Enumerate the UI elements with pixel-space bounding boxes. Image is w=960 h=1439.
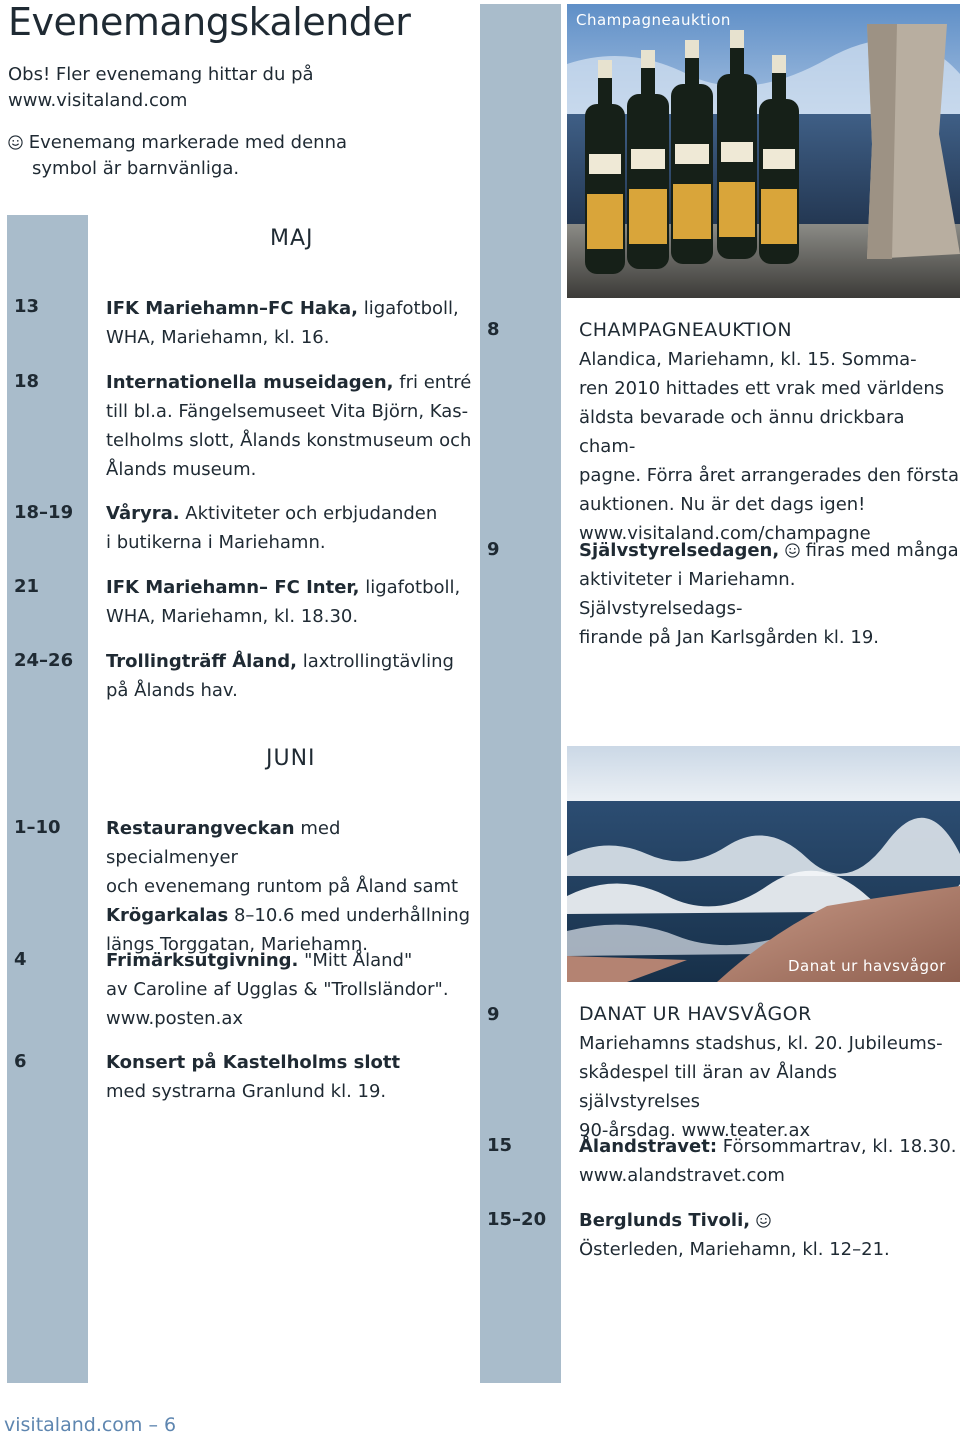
event-detail: ren 2010 hittades ett vrak med världens (579, 378, 945, 399)
child-friendly-note (8, 130, 347, 182)
event-detail: med specialmenyer (106, 818, 341, 868)
event-detail: firas med många (799, 540, 959, 561)
event-title: IFK Mariehamn– FC Inter, (106, 577, 360, 598)
event-detail: till bl.a. Fängelsemuseet Vita Björn, Kas- (106, 401, 469, 422)
event-date: 9 (487, 1004, 500, 1025)
intro-line-1: Obs! Fler evenemang hittar du på (8, 64, 314, 85)
event-link[interactable]: www.visitaland.com/champagne (579, 523, 871, 544)
champagne-photo-illustration (567, 4, 960, 298)
event-date: 18–19 (14, 502, 74, 523)
event-title: Restaurangveckan (106, 818, 295, 839)
event-title: Internationella museidagen, (106, 372, 394, 393)
event-title: DANAT UR HAVSVÅGOR (579, 1003, 812, 1025)
event-detail: längs Torggatan, Mariehamn. (106, 934, 368, 955)
event-sjalvstyrelsedagen (579, 536, 960, 652)
event-detail: aktiviteter i Mariehamn. Självstyrelsedags- (579, 569, 796, 619)
smiley-icon (785, 543, 800, 558)
event-konsert-kastelholm (106, 1048, 476, 1106)
event-detail: WHA, Mariehamn, kl. 18.30. (106, 606, 359, 627)
event-varyra (106, 499, 476, 557)
event-title: Berglunds Tivoli, (579, 1210, 751, 1231)
event-date: 4 (14, 949, 27, 970)
champagne-photo (567, 4, 960, 298)
event-date: 15–20 (487, 1209, 547, 1230)
event-date: 24–26 (14, 650, 74, 671)
event-link[interactable]: www.alandstravet.com (579, 1165, 785, 1186)
event-date: 13 (14, 296, 40, 317)
event-detail: "Mitt Åland" (298, 950, 413, 971)
event-detail: ligafotboll, (359, 577, 461, 598)
event-date: 6 (14, 1051, 27, 1072)
event-trollingtraff (106, 647, 476, 705)
photo-caption: Champagneauktion (576, 11, 731, 29)
event-detail: Aktiviteter och erbjudanden (179, 503, 438, 524)
event-detail: äldsta bevarade och ännu drickbara cham- (579, 407, 905, 457)
event-detail: pagne. Förra året arrangerades den första (579, 465, 959, 486)
event-detail: firande på Jan Karlsgården kl. 19. (579, 627, 880, 648)
event-detail: 8–10.6 med underhållning (228, 905, 471, 926)
event-berglunds-tivoli (579, 1206, 960, 1264)
photo-caption: Danat ur havsvågor (788, 957, 946, 975)
right-date-band (480, 4, 561, 1383)
event-detail: på Ålands hav. (106, 680, 238, 701)
event-date: 1–10 (14, 817, 61, 838)
event-date: 21 (14, 576, 40, 597)
event-detail: fri entré (393, 372, 472, 393)
event-detail: med systrarna Granlund kl. 19. (106, 1081, 387, 1102)
event-detail: skådespel till äran av Ålands självstyrelses (579, 1062, 837, 1112)
event-detail: av Caroline af Ugglas & "Trollsländor". (106, 979, 449, 1000)
event-champagneauktion (579, 316, 960, 548)
event-detail: Mariehamns stadshus, kl. 20. Jubileums- (579, 1033, 943, 1054)
event-title: Våryra. (106, 503, 180, 524)
event-date: 8 (487, 319, 500, 340)
event-detail: och evenemang runtom på Åland samt (106, 876, 459, 897)
event-title: Konsert på Kastelholms slott (106, 1052, 401, 1073)
event-detail: Försommartrav, kl. 18.30. (717, 1136, 957, 1157)
smiley-icon (756, 1213, 771, 1228)
event-date: 18 (14, 371, 40, 392)
intro-link[interactable]: www.visitaland.com (8, 90, 188, 111)
event-title: IFK Mariehamn–FC Haka, (106, 298, 358, 319)
event-detail: i butikerna i Mariehamn. (106, 532, 326, 553)
event-detail: WHA, Mariehamn, kl. 16. (106, 327, 330, 348)
month-heading-maj: MAJ (270, 226, 314, 251)
event-detail: telholms slott, Ålands konstmuseum och (106, 430, 472, 451)
child-note-line-2: symbol är barnvänliga. (32, 158, 240, 179)
event-detail: Ålands museum. (106, 459, 257, 480)
intro-note (8, 62, 314, 114)
event-detail: Alandica, Mariehamn, kl. 15. Somma- (579, 349, 917, 370)
event-date: 9 (487, 539, 500, 560)
event-detail: ligafotboll, (358, 298, 459, 319)
event-ifk-inter (106, 573, 476, 631)
event-link[interactable]: www.posten.ax (106, 1008, 243, 1029)
event-title: Ålandstravet: (579, 1136, 718, 1157)
waves-photo (567, 746, 960, 982)
event-title: Trollingträff Åland, (106, 651, 298, 672)
event-detail: auktionen. Nu är det dags igen! (579, 494, 866, 515)
smiley-icon (8, 135, 23, 150)
event-detail: Österleden, Mariehamn, kl. 12–21. (579, 1239, 890, 1260)
event-date: 15 (487, 1135, 513, 1156)
month-heading-juni: JUNI (266, 746, 316, 771)
event-title: Frimärksutgivning. (106, 950, 299, 971)
event-ifk-haka (106, 294, 476, 352)
event-restaurangveckan (106, 814, 476, 959)
event-title: Krögarkalas (106, 905, 229, 926)
page-title: Evenemangskalender (8, 0, 411, 44)
event-detail: laxtrollingtävling (297, 651, 454, 672)
event-museidagen (106, 368, 476, 484)
event-frimarksutgivning (106, 946, 476, 1033)
event-title: CHAMPAGNEAUKTION (579, 319, 793, 341)
waves-photo-illustration (567, 746, 960, 982)
page-footer: visitaland.com – 6 (4, 1414, 177, 1436)
event-danat-ur-havsvagor (579, 1000, 960, 1145)
event-alandstravet (579, 1132, 960, 1190)
event-detail: 90-årsdag. www.teater.ax (579, 1120, 811, 1141)
child-note-line-1: Evenemang markerade med denna (28, 132, 348, 153)
event-title: Självstyrelsedagen, (579, 540, 780, 561)
